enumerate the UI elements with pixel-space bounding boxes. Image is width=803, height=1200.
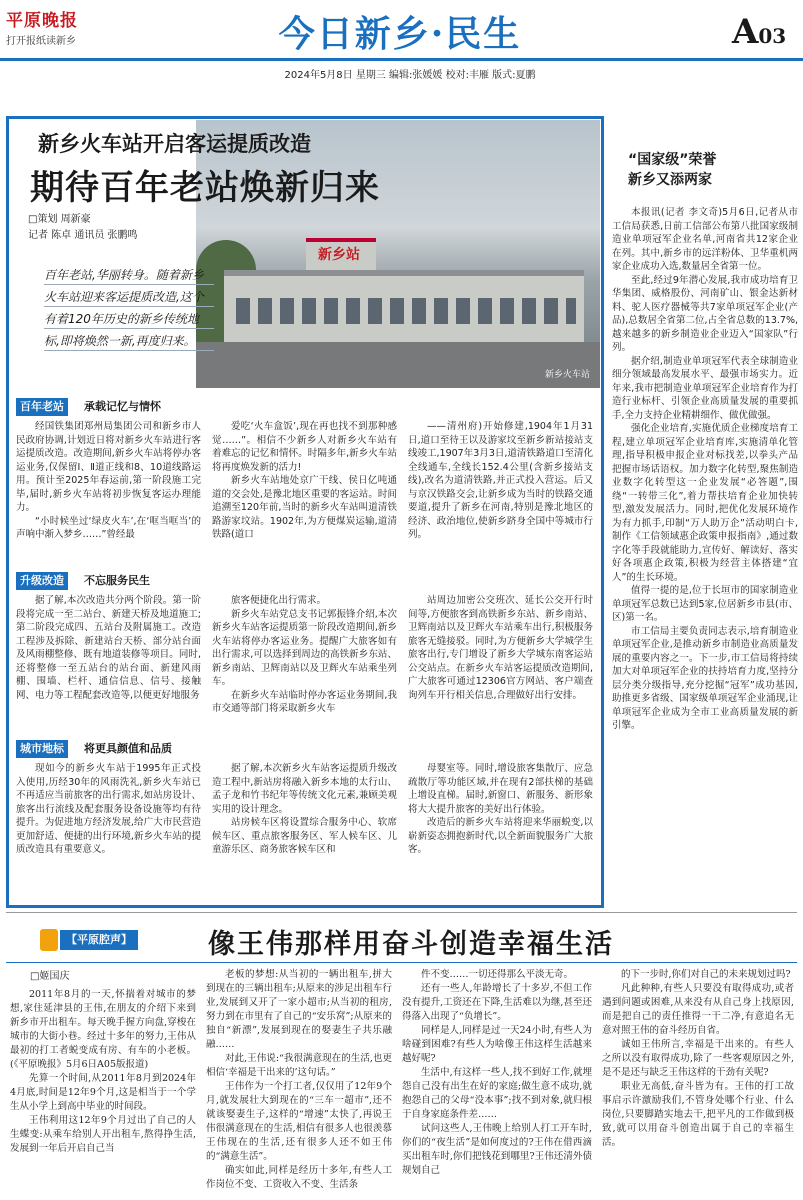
opinion-title: 像王伟那样用奋斗创造幸福生活 [208,929,614,960]
article-column [212,594,397,716]
paragraph: 强化企业培育,实施优质企业梯度培育工程,建立单项冠军企业培育库,实施清单化管理,指导积极申报企业对标找差,以拳头产品把握市场话语权。加力数字化转型,聚焦制造业数字化转型这一企业发展“必答题”,围绕“一转带三化”,着力帮扶培育企业加快转型,激发发展活力。同时,把优化发展环境作为有力抓手,印制“万人助万企”活动明白卡,制作《工信领域惠企政策申报指南》,通过数字化等手段就能助力,宣传好、解读好、落实好各项惠企政策,积极为经营主体搭建“宜人”的生长环境。 [612,423,798,583]
paragraph: 站周边加密公交班次、延长公交开行时间等,方便旅客到高铁新乡东站、新乡南站、卫辉南站以及卫辉火车站乘车出行,积极服务旅客无缝接驳。同时,为方便新乡大学城学生旅客出行,专门增设了新乡大学城东南客运站公交站点。在新乡火车站客运提质改造期间,广大旅客可通过12306官方网站、客户端查询列车开行相关信息,合理做好出行安排。 [408,595,593,701]
paragraph: 在新乡火车站临时停办客运业务期间,我市交通等部门将采取新乡火车 [212,689,397,714]
photo-plaza [196,342,600,388]
paragraph: 诚如王伟所言,幸福是干出来的。有些人之所以没有取得成功,除了一些客观原因之外,是不是还与缺乏王伟这样的干劲有关呢? [602,1039,794,1078]
article-column [212,420,397,542]
section-title-text: 不忘服务民生 [84,574,150,587]
article-column [408,594,593,702]
masthead-rule [0,58,803,61]
paragraph: 职业无高低,奋斗皆为有。王伟的打工故事启示许激励我们,不管身处哪个行业、什么岗位,只要脚踏实地去干,把平凡的工作做到极致,就可以用奋斗创造出属于自己的幸福生活。 [602,1081,794,1148]
paragraph: 值得一提的是,位于长垣市的国家制造业单项冠军总数已达到5家,位居新乡市县(市、区)第一名。 [612,585,798,623]
article-column [212,762,397,857]
section-header [16,398,596,416]
paragraph: 母婴室等。同时,增设旅客集散厅、应急疏散厅等功能区域,并在现有2部扶梯的基础上增设直梯。届时,新窗口、新服务、新形象将大大提升旅客的美好出行体验。 [408,763,593,815]
paragraph: “小时候坐过‘绿皮火车’,在‘哐当哐当’的声响中渐入梦乡……”曾经最 [16,515,201,540]
article-column [16,762,201,857]
sidebar-body [612,206,798,733]
paragraph: 对此,王伟说:“我很满意现在的生活,也更相信‘幸福是干出来的’这句话。” [206,1053,392,1078]
page-number [732,12,786,52]
sidebar-headline-1: “国家级”荣誉 [628,152,717,168]
photo-sign: 新乡站 [318,247,360,263]
divider [6,912,797,913]
paragraph: 确实如此,同样是经历十多年,有些人工作岗位不变、工资收入不变、生活条 [206,1165,392,1190]
paragraph: 生活中,有这样一些人,找不到好工作,就埋怨自己没有出生在好的家庭;做生意不成功,就抱怨自己的父母“没本事”;找不到对象,就归根于自身家庭条件差…… [402,1067,592,1120]
opinion-icon [40,929,58,951]
newspaper-slogan: 打开报纸读新乡 [6,36,76,47]
paragraph: 站房候车区将设置综合服务中心、软席候车区、重点旅客服务区、军人候车区、儿童游乐区、商务旅客候车区和 [212,817,397,855]
photo-caption: 新乡火车站 [544,370,590,380]
article-column [408,762,593,857]
article-column [16,594,201,702]
masthead-logo [6,6,114,47]
paragraph: 2011年8月的一天,怀揣着对城市的梦想,家住延津县的王伟,在朋友的介绍下来到新乡市开出租车。每天晚手握方向盘,穿梭在城市的大街小巷。经过十多年的努力,王伟从最初的打工者蜕变成有房、有车的小老板。(《平原晚报》5月6日A05版报道) [10,989,196,1070]
section-title-text: 将更具颜值和品质 [84,742,172,755]
paragraph: 的下一步时,你们对自己的未来规划过吗? [621,969,791,980]
feature-credits [28,212,198,244]
article-column [408,420,593,542]
paragraph: 王伟利用这12年9个月过出了自己的人生蝶变:从乘车给别人开出租车,熬得挣生活,发展到一年后开启自己当 [10,1115,196,1154]
paragraph: 件不变……一切还得那么平淡无奇。 [421,969,574,980]
feature-headline: 新乡火车站开启客运提质改造 [38,131,311,156]
paragraph: 据了解,本次新乡火车站客运提质升级改造工程中,新站房将融入新乡本地的太行山、孟子龙和竹书纪年等传统文化元素,兼顾美观实用的设计理念。 [212,763,397,815]
section-header [16,740,596,758]
newspaper-logo: 平原晚报 [6,11,78,31]
section-label: 百年老站 [16,398,68,416]
paragraph: 现如今的新乡火车站于1995年正式投入使用,历经30年的风雨洗礼,新乡火车站已不再适应当前旅客的出行需求,如站房设计、旅客出行流线及配套服务设备设施等均有待提升。为促进地方经济发展,给广大市民营造更加舒适、便捷的出行环境,新乡火车站的提质改造具有重要意义。 [16,763,201,855]
credit-plan: □策划 周新豪 [28,214,91,225]
paragraph: 新乡火车站地处京广干线、侯日亿吨通道的交会处,是豫北地区重要的客运站。时间追溯至120年前,当时的新乡火车站叫道清铁路游家坟站。1902年,为方便煤炭运输,道清铁路(道口 [212,475,397,540]
section-title-text: 承载记忆与情怀 [84,400,161,413]
paragraph: 旅客便捷化出行需求。 [231,595,327,606]
opinion-column [10,988,196,1156]
paragraph: ——清州府)开始修建,1904年1月31日,道口至待王以及游家坟至新乡新站接站支线竣工,1907年3月3日,道清铁路道口至清化全线通车,全线长152.4公里(含新乡接站支线),改名为道清铁路,并正式投入营运。后又与京汉铁路交会,让新乡成为当时的铁路交通要道,提升了新乡在河南,特别是豫北地区的经济、政治地位,使新乡跻身全国中等城市行列。 [408,421,593,540]
paragraph: 试问这些人,王伟晚上给别人打工开车时,你们的“夜生活”是如何度过的?王伟在借西滴买出租车时,你们把钱花到哪里?王伟还清外债规划自己 [402,1123,592,1176]
paragraph: 新乡火车站党总支书记郭振锋介绍,本次新乡火车站客运提质第一阶段改造期间,新乡火车站将停办客运业务。提醒广大旅客如有出行需求,可以选择到周边的高铁新乡东站、新乡南站、卫辉南站以及卫辉火车站乘坐列车。 [212,608,397,687]
opinion-column [602,968,794,1150]
article-column [16,420,201,542]
sidebar-headline [628,150,798,190]
paragraph: 经国铁集团郑州局集团公司和新乡市人民政府协调,计划近日将对新乡火车站进行客运提质改造。改造期间,新乡火车站将停办客运业务,仅保留Ⅰ、Ⅱ道正线和8、10道线路运用。预计至2025年春运前,第一阶段施工完毕,届时,新乡火车站将初步恢复客运办理能力。 [16,421,201,513]
section-header [16,572,596,590]
paragraph: 老板的梦想:从当初的一辆出租车,拼大到现在的三辆出租车;从原来的涉足出租车行业,发展到又开了一家小超市;从当初的租房,努力到在市里有了自己的“安乐窝”;从原来的独自“新漂”,发展到现在的娶妻生子共乐融融…… [206,969,392,1050]
paragraph: 先算一个时间,从2011年8月到2024年4月底,时间是12年9个月,这是相当于一个学生从小学上到高中毕业的时间段。 [10,1073,196,1112]
paragraph: 还有一些人,年龄增长了十多岁,不但工作没有提升,工资还在下降,生活难以为继,甚至还得落入出现了“负增长”。 [402,983,592,1022]
credit-reporters: 记者 陈卓 通讯员 张鹏鸣 [28,230,138,241]
opinion-column [402,968,592,1178]
paragraph: □姬国庆 [30,971,70,982]
opinion-author [10,970,70,984]
paragraph: 本报讯(记者 李文奇)5月6日,记者从市工信局获悉,日前工信部公布第八批国家级制造业单项冠军企业名单,河南省共12家企业在列。其中,新乡市的远洋粉体、卫华重机两家企业成功入选,数量居全省第一位。 [612,207,798,272]
photo-windows [236,298,576,324]
paragraph: 市工信局主要负责同志表示,培育制造业单项冠军企业,是推动新乡市制造业高质量发展的重要内容之一。下一步,市工信局将持续加大对单项冠军企业的扶持培育力度,坚持分层分类分级指导,充分挖掘“冠军”成功基因,助推更多省级、国家级单项冠军企业涌现,让单项冠军企业成为全市工业高质量发展的新引擎。 [612,625,798,731]
paragraph: 据介绍,制造业单项冠军代表全球制造业细分领域最高发展水平、最强市场实力。近年来,我市把制造业单项冠军企业培育作为打造行业标杆、引领企业高质量发展的重要抓手,全力支持企业精耕细作、做优做强。 [612,355,798,421]
paragraph: 据了解,本次改造共分两个阶段。第一阶段将完成一至二站台、新建天桥及地道施工;第二阶段完成四、五站台及附属施工。改造工程涉及拆除、新建站台天桥、部分站台面及风雨棚整修、既有地道装修等项目。同时,还将整修一至五站台的站台面、新建风雨棚、围墙、栏杆、通信信息、信号、接触网、电力等工程配套改造等,以便更好地服务 [16,595,201,701]
section-label: 城市地标 [16,740,68,758]
feature-main-headline: 期待百年老站焕新归来 [30,168,380,208]
feature-lede: 百年老站,华丽转身。随着新乡火车站迎来客运提质改造,这个有着120年历史的新乡传统地标,即将焕然一新,再度归来。 [44,264,214,352]
section-title: 今日新乡·民生 [278,13,522,55]
sidebar-headline-2: 新乡又添两家 [628,172,712,188]
paragraph: 凡此种种,有些人只要没有取得成功,或者遇到问题或困难,从来没有从自己身上找原因,而是把自己的责任推得一干二净,有意追名无意对照王伟的奋斗经历自省。 [602,983,794,1036]
paragraph: 同样是人,同样是过一天24小时,有些人为啥碰到困难?有些人为啥像王伟这样生活越来越好呢? [402,1025,592,1064]
paragraph: 至此,经过9年潜心发展,我市成功培育卫华集团、威格股份、河南矿山、银金达新材料、驼人医疗器械等共7家单项冠军企业(产品),总数居全省第二位,占全省总数的13.7%,越来越多的新乡制造业企业迈入“国家队”行列。 [612,274,798,353]
opinion-column [206,968,392,1192]
paragraph: 王伟作为一个打工者,仅仅用了12年9个月,就发展壮大到现在的“三车一超市”,还不就该娶妻生子,这样的“增速”太快了,再说王伟很满意现在的生活,相信有很多人也很羡慕王伟现在的生活,还有很多人还不如王伟的“满意生活”。 [206,1081,392,1162]
page-num: 03 [758,24,787,48]
section-label: 升级改造 [16,572,68,590]
paragraph: 爱吃‘火车盒饭’,现在再也找不到那种感觉……”。相信不少新乡人对新乡火车站有着难忘的记忆和情怀。时隔多年,新乡火车站将再度焕发新的活力! [212,421,397,473]
opinion-badge: 【平原腔声】 [60,930,138,950]
paragraph: 改造后的新乡火车站将迎来华丽蜕变,以崭新姿态拥抱新时代,以全新面貌服务广大旅客。 [408,817,593,855]
page-letter: A [732,12,759,52]
issue-meta: 2024年5月8日 星期三 编辑:张媛媛 校对:丰雁 版式:夏鹏 [284,70,536,81]
opinion-rule [6,962,797,963]
